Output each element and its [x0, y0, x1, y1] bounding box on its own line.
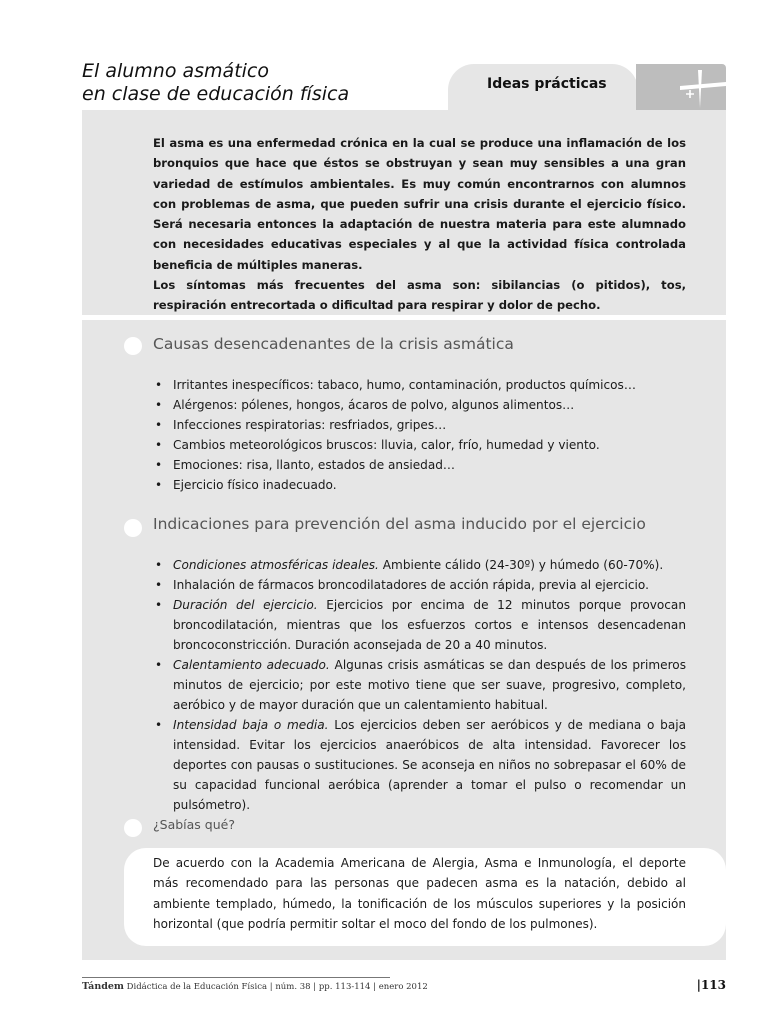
list-item: [153, 715, 686, 815]
footer-pages: pp. 113-114: [318, 982, 371, 992]
intro-text: [153, 133, 686, 316]
item-text: Algunas crisis asmáticas se dan después de los primeros minutos de ejercicio; por este motivo tiene que ser suave, progresivo, completo, aeróbico y de mayor duración que un calentamiento habitual.: [173, 658, 686, 712]
list-item: • Cambios meteorológicos bruscos: lluvia, calor, frío, humedad y viento.: [153, 435, 686, 455]
footer-brand: Tándem: [82, 981, 124, 992]
list-item: • Emociones: risa, llanto, estados de ansiedad…: [153, 455, 686, 475]
causes-list: [153, 375, 686, 495]
item-lead: Calentamiento adecuado.: [173, 658, 330, 672]
footer-separator: |: [373, 982, 377, 992]
causes-heading: Causas desencadenantes de la crisis asmática: [153, 335, 514, 353]
list-item: • Alérgenos: pólenes, hongos, ácaros de polvo, algunos alimentos…: [153, 395, 686, 415]
page-number: |113: [696, 978, 726, 992]
article-title: [82, 60, 349, 106]
footer-journal: Didáctica de la Educación Física: [126, 982, 268, 992]
footer-separator: |: [313, 982, 317, 992]
list-item: • Infecciones respiratorias: resfriados, gripes…: [153, 415, 686, 435]
title-line-1: El alumno asmático: [82, 60, 269, 82]
item-text: Ejercicios por encima de 12 minutos porque provocan broncodilatación, mientras que los esfuerzos cortos e intensos desencadenan broncoconstricción. Duración aconsejada de 20 a 40 minutos.: [173, 598, 687, 652]
item-lead: Condiciones atmosféricas ideales.: [173, 558, 379, 572]
title-line-2: en clase de educación física: [82, 83, 350, 105]
item-text: Ambiente cálido (24-30º) y húmedo (60-70%).: [378, 558, 664, 572]
list-item: [153, 575, 686, 595]
section-bullet-icon: [124, 337, 142, 355]
list-item: [153, 555, 686, 575]
section-bullet-icon: [124, 519, 142, 537]
footer-rule: [82, 977, 390, 978]
item-text: Los ejercicios deben ser aeróbicos y de mediana o baja intensidad. Evitar los ejercicios anaeróbicos de alta intensidad. Favorecer los deportes con pausas o sustituciones. Se aconseja en niños no sobrepasar el 60% de su capacidad funcional aeróbica (aprender a tomar el pulso o recomendar un pulsómetro).: [173, 718, 686, 812]
list-item: [153, 595, 686, 655]
item-lead: Intensidad baja o media.: [173, 718, 329, 732]
list-item: • Ejercicio físico inadecuado.: [153, 475, 686, 495]
section-bullet-icon: [124, 819, 142, 837]
item-lead: Duración del ejercicio.: [173, 598, 318, 612]
footer-issue: núm. 38: [275, 982, 311, 992]
prevention-heading: Indicaciones para prevención del asma inducido por el ejercicio: [153, 515, 646, 533]
intro-paragraph-1: El asma es una enfermedad crónica en la cual se produce una inflamación de los bronquios que hace que éstos se obstruyan y sean muy sensibles a una gran variedad de estímulos ambientales. Es muy común encontrarnos con alumnos con problemas de asma, que pueden sufrir una crisis durante el ejercicio físico. Será necesaria entonces la adaptación de nuestra materia para este alumnado con necesidades educativas especiales y al que la actividad física controlada beneficia de múltiples maneras.: [153, 136, 686, 272]
footer-date: enero 2012: [378, 982, 428, 992]
prevention-list: [153, 555, 686, 815]
intro-paragraph-2: Los síntomas más frecuentes del asma son: sibilancias (o pitidos), tos, respiración entrecortada o dificultad para respirar y dolor de pecho.: [153, 278, 686, 313]
footer-separator: |: [269, 982, 273, 992]
section-tab-label: Ideas prácticas: [487, 76, 607, 92]
footer-citation: [82, 981, 428, 992]
sabias-text: De acuerdo con la Academia Americana de Alergia, Asma e Inmunología, el deporte más recomendado para las personas que padecen asma es la natación, debido al ambiente templado, húmedo, la tonificación de los músculos superiores y la posición horizontal (que podría permitir soltar el moco del fondo de los pulmones).: [153, 856, 686, 931]
list-item: [153, 655, 686, 715]
item-text: Inhalación de fármacos broncodilatadores de acción rápida, previa al ejercicio.: [173, 578, 649, 592]
sabias-heading: ¿Sabías qué?: [153, 817, 235, 832]
list-item: • Irritantes inespecíficos: tabaco, humo, contaminación, productos químicos…: [153, 375, 686, 395]
plus-decoration-icon: [636, 64, 726, 112]
